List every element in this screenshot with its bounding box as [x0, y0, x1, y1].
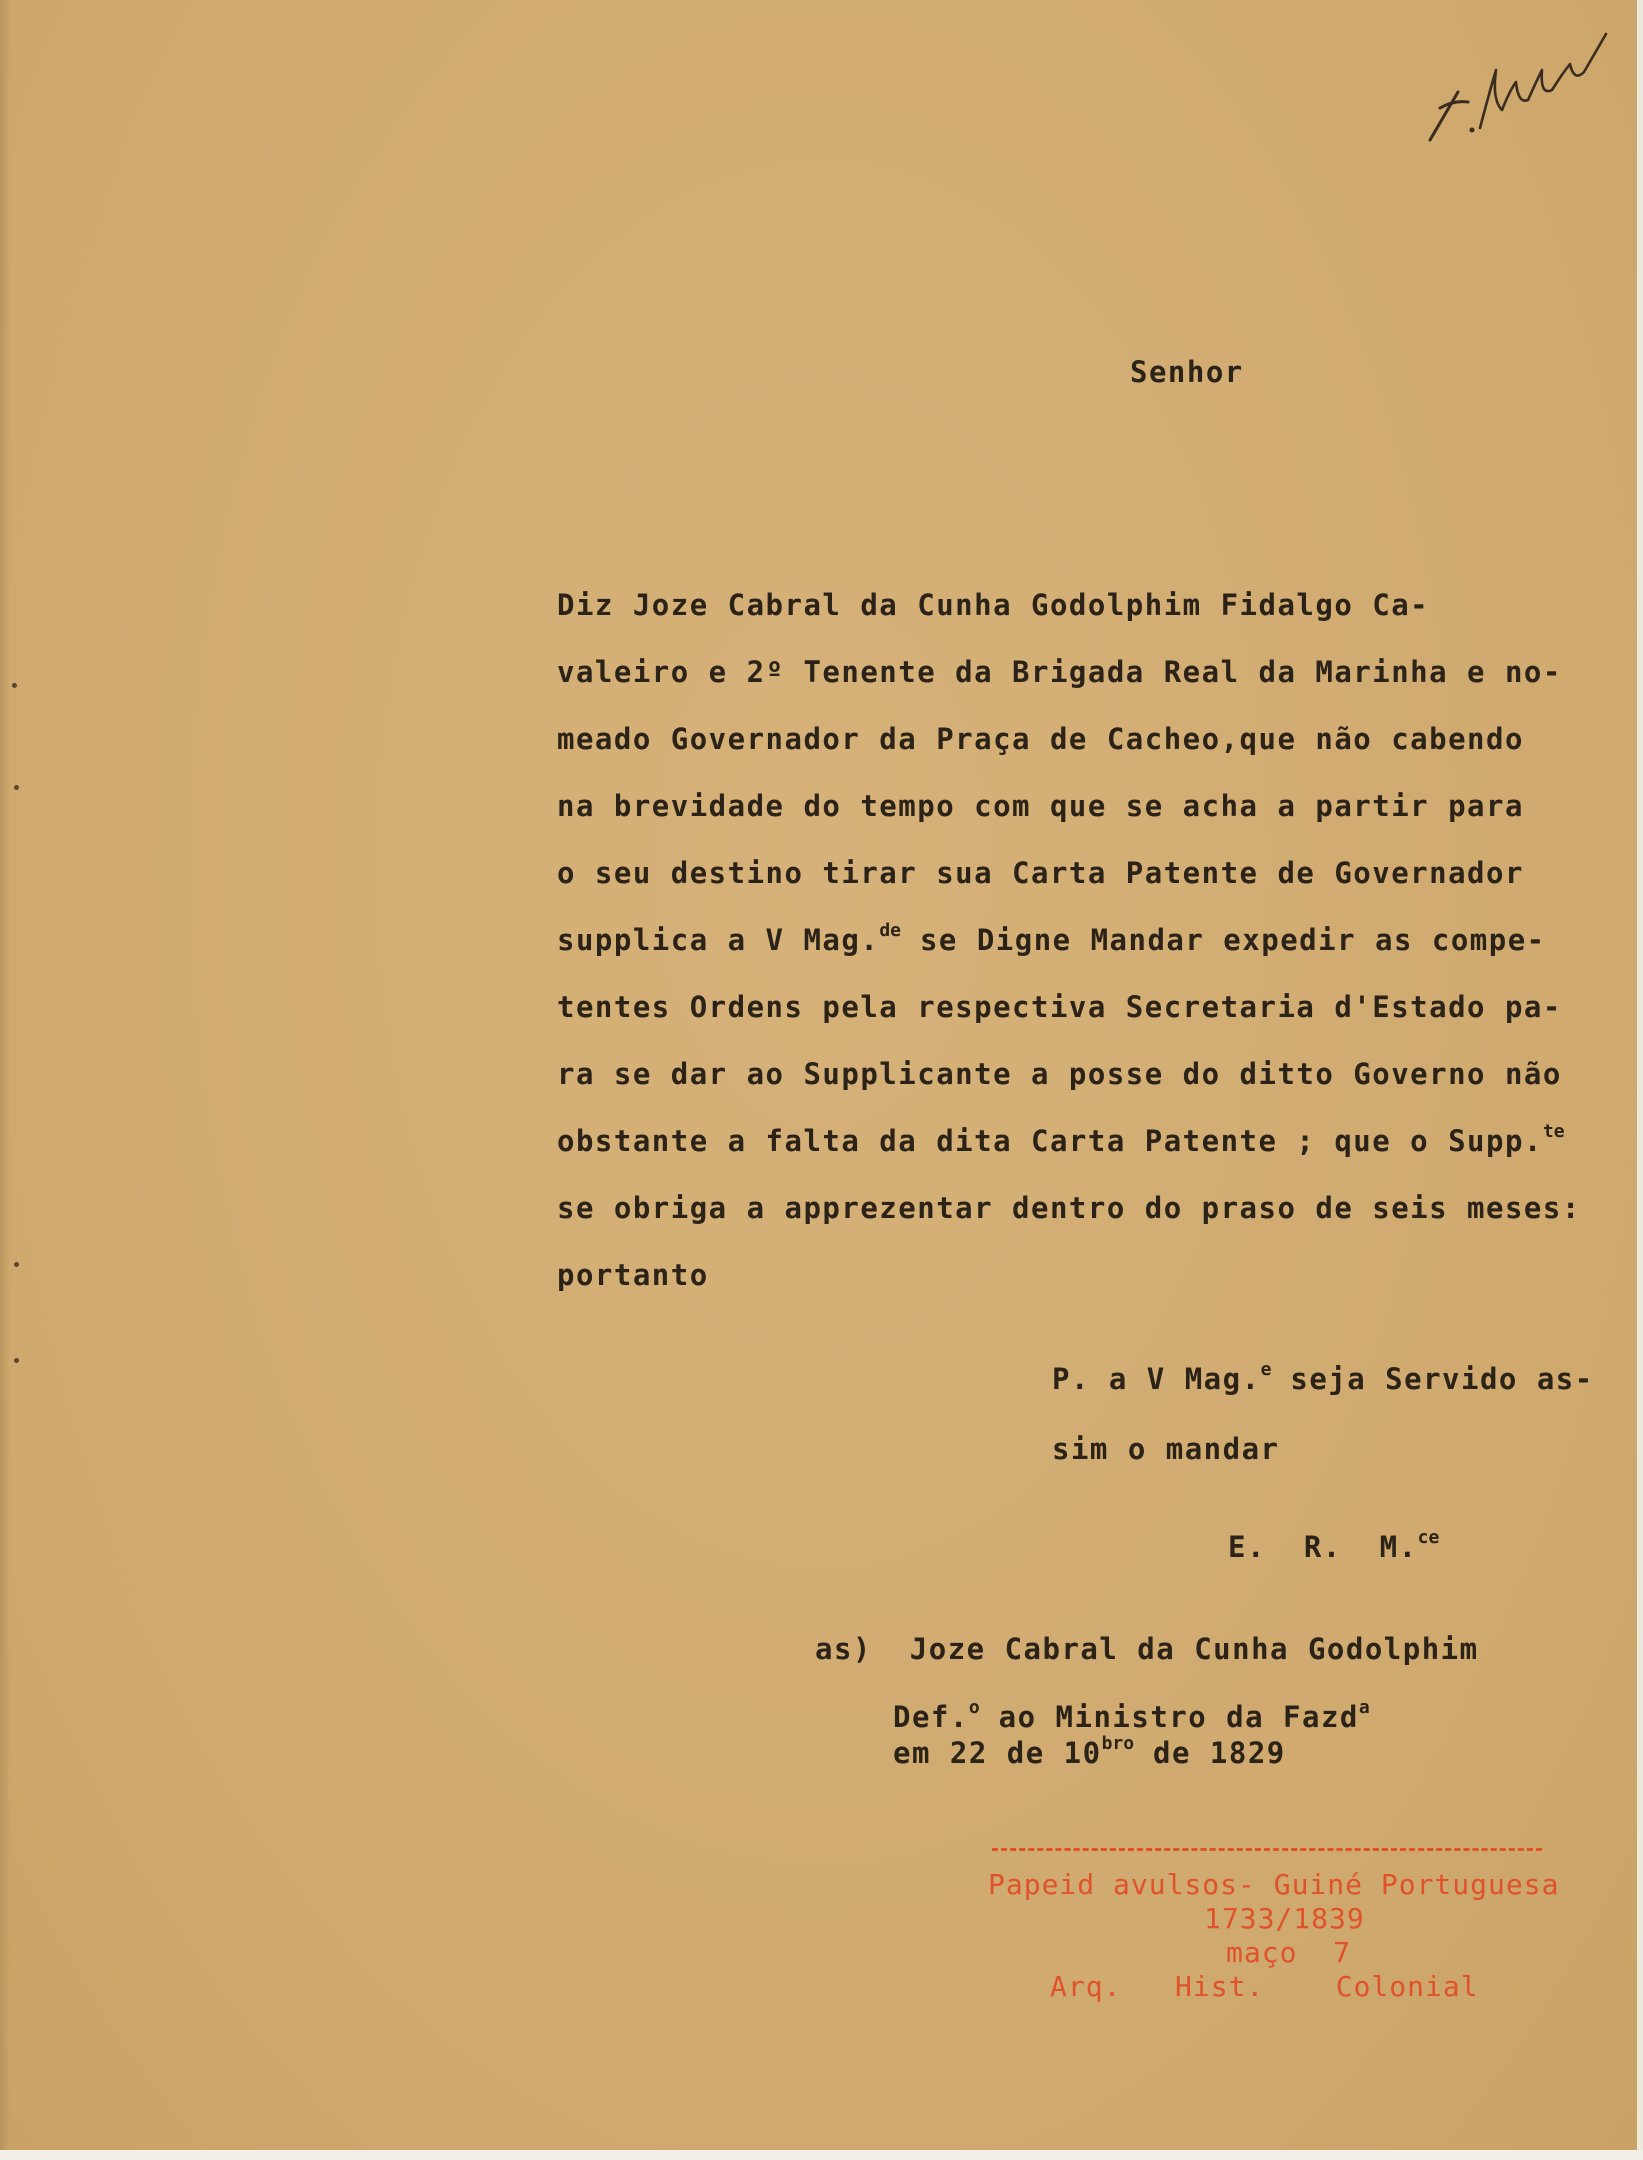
- greeting: Senhor: [1130, 355, 1244, 389]
- dispatch-text: de 1829: [1134, 1736, 1286, 1770]
- body-text: se Digne Mandar expedir as compe-: [901, 923, 1546, 957]
- closing-text: seja Servido as-: [1271, 1362, 1594, 1396]
- punch-mark: [14, 1358, 19, 1363]
- erm-abbreviation: [1228, 1527, 1440, 1564]
- superscript: o: [968, 1697, 980, 1718]
- stamp-dashed-rule: [992, 1848, 1542, 1851]
- body-text: obstante a falta da dita Carta Patente ; que o Supp.: [557, 1124, 1543, 1158]
- body-line: se obriga a apprezentar dentro do praso de seis meses:: [557, 1191, 1581, 1225]
- dispatch-line: [893, 1733, 1286, 1770]
- dispatch-text: Def.: [893, 1700, 969, 1734]
- superscript: te: [1542, 1121, 1565, 1142]
- closing-line: sim o mandar: [1052, 1432, 1280, 1466]
- closing-line: [1052, 1359, 1594, 1396]
- body-line: portanto: [557, 1258, 709, 1292]
- signature-line: as) Joze Cabral da Cunha Godolphim: [815, 1632, 1479, 1666]
- body-line: [557, 920, 1546, 957]
- punch-mark: [12, 683, 17, 688]
- superscript: ce: [1417, 1527, 1440, 1548]
- body-line: Diz Joze Cabral da Cunha Godolphim Fidalgo Ca-: [557, 588, 1430, 622]
- paper-right-edge: [1637, 0, 1643, 2160]
- archive-stamp-line: Papeid avulsos- Guiné Portuguesa: [988, 1868, 1560, 1901]
- body-text: supplica a V Mag.: [557, 923, 880, 957]
- body-line: na brevidade do tempo com que se acha a partir para: [557, 789, 1524, 823]
- paper-bottom-edge: [0, 2150, 1643, 2160]
- archive-stamp-line: maço 7: [1226, 1936, 1352, 1969]
- body-line: [557, 1121, 1565, 1158]
- punch-mark: [14, 785, 19, 790]
- paper-left-edge: [0, 0, 10, 2160]
- archive-stamp-line: 1733/1839: [1204, 1902, 1365, 1935]
- superscript: bro: [1101, 1733, 1135, 1754]
- dispatch-text: ao Ministro da Fazd: [979, 1700, 1359, 1734]
- superscript: de: [879, 920, 901, 941]
- body-line: meado Governador da Praça de Cacheo,que não cabendo: [557, 722, 1524, 756]
- dispatch-text: em 22 de 10: [893, 1736, 1102, 1770]
- superscript: e: [1260, 1359, 1272, 1380]
- archive-stamp-line: Arq. Hist. Colonial: [1050, 1970, 1479, 2003]
- punch-mark: [14, 1262, 19, 1267]
- body-line: ra se dar ao Supplicante a posse do ditto Governo não: [557, 1057, 1562, 1091]
- dispatch-line: [893, 1697, 1370, 1734]
- superscript: a: [1358, 1697, 1370, 1718]
- body-line: tentes Ordens pela respectiva Secretaria d'Estado pa-: [557, 990, 1562, 1024]
- body-line: o seu destino tirar sua Carta Patente de Governador: [557, 856, 1524, 890]
- closing-text: P. a V Mag.: [1052, 1362, 1261, 1396]
- body-line: valeiro e 2º Tenente da Brigada Real da Marinha e no-: [557, 655, 1562, 689]
- handwritten-initials: [1420, 30, 1610, 160]
- erm-text: E. R. M.: [1228, 1530, 1418, 1564]
